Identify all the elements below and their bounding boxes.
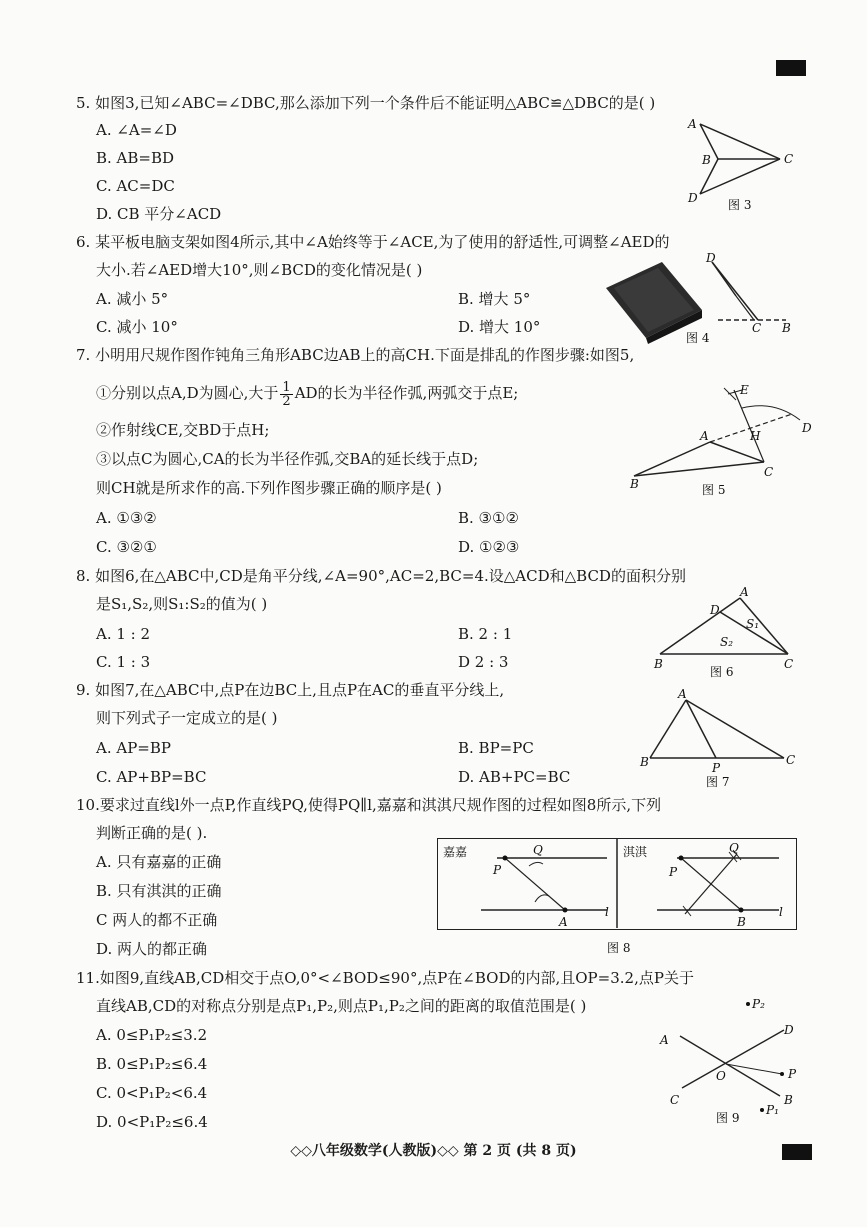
fig9-label-d: D xyxy=(784,1023,794,1037)
fig3-label-d: D xyxy=(688,191,698,205)
q10-option-a: A. 只有嘉嘉的正确 xyxy=(96,853,222,871)
q8-option-a: A. 1 : 2 xyxy=(96,625,151,643)
fig4-label-d: D xyxy=(706,251,716,265)
corner-mark-top xyxy=(776,60,806,76)
q11-option-c: C. 0<P₁P₂<6.4 xyxy=(96,1084,208,1102)
q11-stem-line2: 直线AB,CD的对称点分别是点P₁,P₂,则点P₁,P₂之间的距离的取值范围是( ) xyxy=(96,997,587,1015)
fig6-label-d: D xyxy=(710,603,720,617)
fig4-label-c: C xyxy=(752,321,762,335)
fig9-label-p2: P₂ xyxy=(752,997,765,1011)
fig8-panel-right-title: 淇淇 xyxy=(623,845,648,859)
figure-6 xyxy=(648,584,808,684)
q6-stem-line2: 大小.若∠AED增大10°,则∠BCD的变化情况是( ) xyxy=(96,261,423,279)
q7-option-a: A. ①③② xyxy=(96,509,157,527)
fig7-label-a: A xyxy=(678,687,687,701)
fig9-label-c: C xyxy=(670,1093,680,1107)
fig3-caption: 图 3 xyxy=(728,198,752,212)
fraction-one-half xyxy=(280,381,292,408)
q9-option-d: D. AB+PC=BC xyxy=(458,768,571,786)
q9-stem-line2: 则下列式子一定成立的是( ) xyxy=(96,709,278,727)
q6-stem-line1: 6. 某平板电脑支架如图4所示,其中∠A始终等于∠ACE,为了使用的舒适性,可调整∠AED的 xyxy=(76,233,670,251)
fraction-denominator: 2 xyxy=(282,393,291,409)
fig9-label-o: O xyxy=(716,1069,726,1083)
fig6-label-c: C xyxy=(784,657,794,671)
fig7-label-p: P xyxy=(712,761,721,775)
figure-4 xyxy=(598,250,808,350)
q5-option-d: D. CB 平分∠ACD xyxy=(96,205,222,223)
q5-stem: 5. 如图3,已知∠ABC=∠DBC,那么添加下列一个条件后不能证明△ABC≌△DBC的是( ) xyxy=(76,94,656,112)
q6-option-a: A. 减小 5° xyxy=(96,290,169,308)
fig3-label-b: B xyxy=(702,153,711,167)
fig9-label-p1: P₁ xyxy=(766,1103,779,1117)
q10-option-d: D. 两人的都正确 xyxy=(96,940,208,958)
figure-9 xyxy=(650,992,820,1132)
q10-stem-line1: 10.要求过直线l外一点P,作直线PQ,使得PQ∥l,嘉嘉和淇淇尺规作图的过程如图8所示,下列 xyxy=(76,796,662,814)
fig4-caption: 图 4 xyxy=(686,331,710,345)
fig7-label-b: B xyxy=(640,755,649,769)
figure-7 xyxy=(636,686,806,790)
q10-option-c: C 两人的都不正确 xyxy=(96,911,218,929)
q11-option-a: A. 0≤P₁P₂≤3.2 xyxy=(96,1026,208,1044)
fig3-label-a: A xyxy=(688,117,697,131)
fig5-label-h: H xyxy=(750,429,761,443)
fig5-label-b: B xyxy=(630,477,639,491)
fig9-label-p: P xyxy=(788,1067,797,1081)
q8-stem-line2: 是S₁,S₂,则S₁:S₂的值为( ) xyxy=(96,595,268,613)
fig6-label-a: A xyxy=(740,585,749,599)
page-footer: ◇◇八年级数学(人教版)◇◇ 第 2 页 (共 8 页) xyxy=(290,1143,577,1159)
fig9-label-a: A xyxy=(660,1033,669,1047)
fig8-panel-left-title: 嘉嘉 xyxy=(443,845,468,859)
fig5-label-e: E xyxy=(740,383,749,397)
fig8-left-label-q: Q xyxy=(533,843,543,857)
fig8-right-label-b: B xyxy=(737,915,746,929)
q9-stem-line1: 9. 如图7,在△ABC中,点P在边BC上,且点P在AC的垂直平分线上, xyxy=(76,681,505,699)
q10-option-b: B. 只有淇淇的正确 xyxy=(96,882,222,900)
fig8-left-label-a: A xyxy=(559,915,568,929)
q6-option-b: B. 增大 5° xyxy=(458,290,531,308)
q7-stem: 7. 小明用尺规作图作钝角三角形ABC边AB上的高CH.下面是排乱的作图步骤:如图5, xyxy=(76,346,635,364)
q5-option-a: A. ∠A=∠D xyxy=(96,121,177,139)
fig6-label-s1: S₁ xyxy=(746,617,760,631)
q10-stem-line2: 判断正确的是( ). xyxy=(96,824,208,842)
fig8-left-label-l: l xyxy=(605,905,609,919)
q8-option-b: B. 2 : 1 xyxy=(458,625,513,643)
fig6-label-s2: S₂ xyxy=(720,635,734,649)
figure-5 xyxy=(624,380,824,500)
fig8-right-label-q: Q xyxy=(729,841,739,855)
fig6-label-b: B xyxy=(654,657,663,671)
fig5-label-d: D xyxy=(802,421,812,435)
fig4-label-b: B xyxy=(782,321,791,335)
fig5-caption: 图 5 xyxy=(702,483,726,497)
fig9-caption: 图 9 xyxy=(716,1111,740,1125)
q5-option-b: B. AB=BD xyxy=(96,149,175,167)
q9-option-b: B. BP=PC xyxy=(458,739,534,757)
q8-option-c: C. 1 : 3 xyxy=(96,653,151,671)
q11-option-b: B. 0≤P₁P₂≤6.4 xyxy=(96,1055,208,1073)
q7-step-2: ②作射线CE,交BD于点H; xyxy=(96,421,270,439)
fig6-caption: 图 6 xyxy=(710,665,734,679)
q7-step-3: ③以点C为圆心,CA的长为半径作弧,交BA的延长线于点D; xyxy=(96,450,479,468)
q9-option-c: C. AP+BP=BC xyxy=(96,768,207,786)
fig8-left-label-p: P xyxy=(493,863,502,877)
fig7-label-c: C xyxy=(786,753,796,767)
q8-stem-line1: 8. 如图6,在△ABC中,CD是角平分线,∠A=90°,AC=2,BC=4.设△ACD和△BCD的面积分别 xyxy=(76,567,686,585)
q7-option-d: D. ①②③ xyxy=(458,538,520,556)
fig8-caption: 图 8 xyxy=(607,941,631,955)
q7-step-4: 则CH就是所求作的高.下列作图步骤正确的顺序是( ) xyxy=(96,479,442,497)
q7-step1-end: AD的长为半径作弧,两弧交于点E; xyxy=(294,384,519,402)
figure-3 xyxy=(680,112,810,222)
q7-option-b: B. ③①② xyxy=(458,509,519,527)
fraction-numerator: 1 xyxy=(282,379,291,395)
q11-option-d: D. 0<P₁P₂≤6.4 xyxy=(96,1113,208,1131)
fig7-caption: 图 7 xyxy=(706,775,730,789)
fig8-right-label-l: l xyxy=(779,905,783,919)
fig3-label-c: C xyxy=(784,152,794,166)
q6-option-c: C. 减小 10° xyxy=(96,318,178,336)
fig5-label-a: A xyxy=(700,429,709,443)
fig5-label-c: C xyxy=(764,465,774,479)
q6-option-d: D. 增大 10° xyxy=(458,318,541,336)
q9-option-a: A. AP=BP xyxy=(96,739,171,757)
q7-step1-start: ①分别以点A,D为圆心,大于 xyxy=(96,384,279,402)
q7-option-c: C. ③②① xyxy=(96,538,157,556)
q8-option-d: D 2 : 3 xyxy=(458,653,509,671)
figure-8 xyxy=(437,838,797,962)
q11-stem-line1: 11.如图9,直线AB,CD相交于点O,0°<∠BOD≤90°,点P在∠BOD的内部,且OP=3.2,点P关于 xyxy=(76,969,694,987)
q7-step-1 xyxy=(96,378,518,408)
fig9-label-b: B xyxy=(784,1093,793,1107)
q5-option-c: C. AC=DC xyxy=(96,177,175,195)
fig8-right-label-p: P xyxy=(669,865,678,879)
